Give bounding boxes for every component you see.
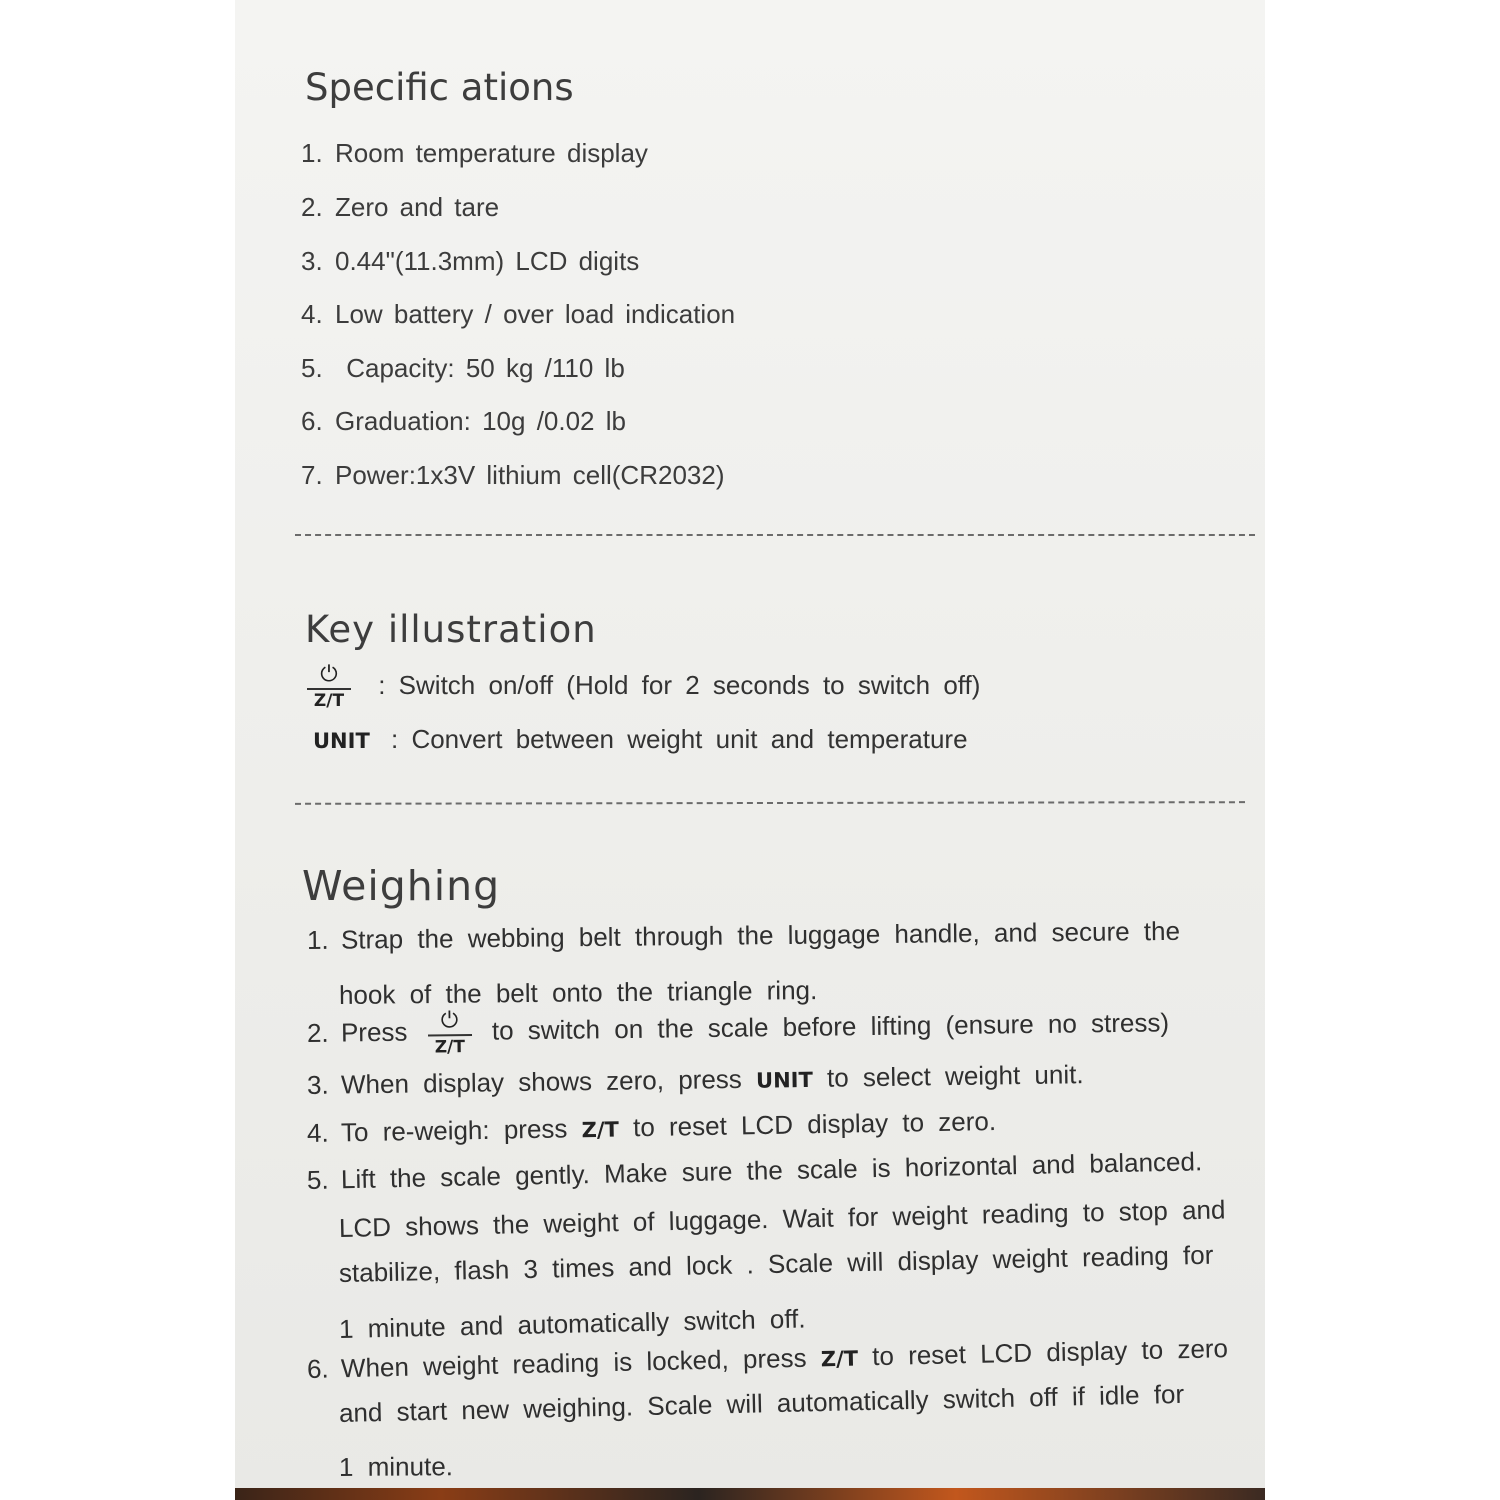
spec-item-text: 0.44"(11.3mm) LCD digits (335, 246, 640, 276)
spec-item (301, 406, 626, 437)
spec-item-number: 1. (301, 138, 323, 168)
unit-key-label: UNIT (755, 1067, 813, 1093)
step-number: 1. (306, 924, 329, 955)
weighing-heading: Weighing (302, 862, 501, 910)
step-text: LCD shows the weight of luggage. Wait for weight reading to stop and (338, 1194, 1226, 1243)
right-margin (1265, 0, 1500, 1500)
fraction-bar (307, 688, 351, 690)
instruction-sheet (235, 0, 1265, 1500)
spec-item-text: Graduation: 10g /0.02 lb (335, 406, 626, 436)
step-number: 5. (306, 1164, 329, 1195)
spec-item-number: 7. (301, 460, 323, 490)
weighing-step-5-line (339, 1194, 1226, 1244)
background-strip (235, 1488, 1265, 1500)
zt-key-label: Z/T (581, 1117, 620, 1143)
spec-item (301, 138, 648, 169)
step-text: Press (340, 1016, 408, 1048)
spec-item (301, 192, 499, 223)
spec-item-text: Power:1x3V lithium cell(CR2032) (335, 460, 725, 490)
zt-key-symbol (427, 1010, 472, 1057)
spec-item-number: 6. (301, 406, 323, 436)
step-text: to reset LCD display to zero (871, 1333, 1229, 1372)
zt-key-label: Z/T (434, 1037, 466, 1058)
spec-item-number: 4. (301, 299, 323, 329)
power-icon: ⏻ (440, 1008, 459, 1034)
step-text: When weight reading is locked, press (340, 1342, 807, 1384)
step-number: 2. (306, 1017, 329, 1048)
spec-item (301, 460, 724, 491)
key-illustration-heading: Key illustration (305, 608, 597, 651)
step-text: Strap the webbing belt through the luggage handle, and secure the (340, 915, 1181, 955)
dashed-divider (295, 801, 1245, 805)
spec-item (301, 246, 639, 277)
weighing-step-5-line (307, 1146, 1203, 1196)
step-text: to switch on the scale before lifting (ensure no stress) (491, 1007, 1170, 1046)
zt-key-description: : Switch on/off (Hold for 2 seconds to switch off) (378, 669, 981, 700)
step-text: Lift the scale gently. Make sure the scale is horizontal and balanced. (340, 1146, 1203, 1195)
spec-item-text: Low battery / over load indication (335, 299, 736, 329)
spec-item (301, 353, 625, 384)
step-text: to reset LCD display to zero. (632, 1105, 997, 1143)
spec-item-text: Zero and tare (335, 192, 500, 222)
weighing-step-6-line (339, 1379, 1185, 1429)
fraction-bar (428, 1034, 472, 1037)
spec-item (301, 299, 735, 330)
weighing-step-5-line (339, 1303, 806, 1345)
step-text: hook of the belt onto the triangle ring. (338, 974, 818, 1010)
unit-key-description: : Convert between weight unit and temperature (391, 724, 968, 754)
spec-item-text: Capacity: 50 kg /110 lb (335, 353, 625, 383)
step-number: 4. (306, 1117, 329, 1148)
weighing-step-4-line (307, 1106, 997, 1149)
step-text: When display shows zero, press (340, 1063, 742, 1100)
zt-key-label: Z/T (820, 1346, 859, 1372)
weighing-step-3-line (307, 1059, 1084, 1101)
specifications-heading: Specific ations (305, 66, 574, 109)
step-text: stabilize, flash 3 times and lock . Scale will display weight reading for (338, 1239, 1214, 1288)
unit-key-label: UNIT (313, 729, 370, 753)
weighing-step-1-line (339, 975, 818, 1011)
key-row-zt (307, 664, 980, 710)
step-text: to select weight unit. (826, 1059, 1084, 1093)
spec-item-number: 5. (301, 353, 323, 383)
step-number: 3. (306, 1069, 329, 1100)
zt-key-symbol (307, 664, 351, 710)
weighing-step-6-line (339, 1451, 453, 1483)
step-text: and start new weighing. Scale will automatically switch off if idle for (338, 1378, 1185, 1428)
weighing-step-1-line (307, 916, 1180, 956)
step-text: 1 minute and automatically switch off. (338, 1303, 806, 1344)
zt-key-label: Z/T (313, 691, 345, 711)
power-icon: ⏻ (320, 662, 338, 687)
step-number: 6. (306, 1353, 330, 1384)
step-text: 1 minute. (338, 1451, 454, 1482)
weighing-step-2-line (307, 1001, 1170, 1058)
spec-item-text: Room temperature display (335, 138, 648, 168)
step-text: To re-weigh: press (340, 1113, 568, 1148)
dashed-divider (295, 534, 1255, 536)
spec-item-number: 2. (301, 192, 323, 222)
weighing-step-5-line (339, 1240, 1214, 1289)
key-row-unit (313, 724, 968, 755)
spec-item-number: 3. (301, 246, 323, 276)
